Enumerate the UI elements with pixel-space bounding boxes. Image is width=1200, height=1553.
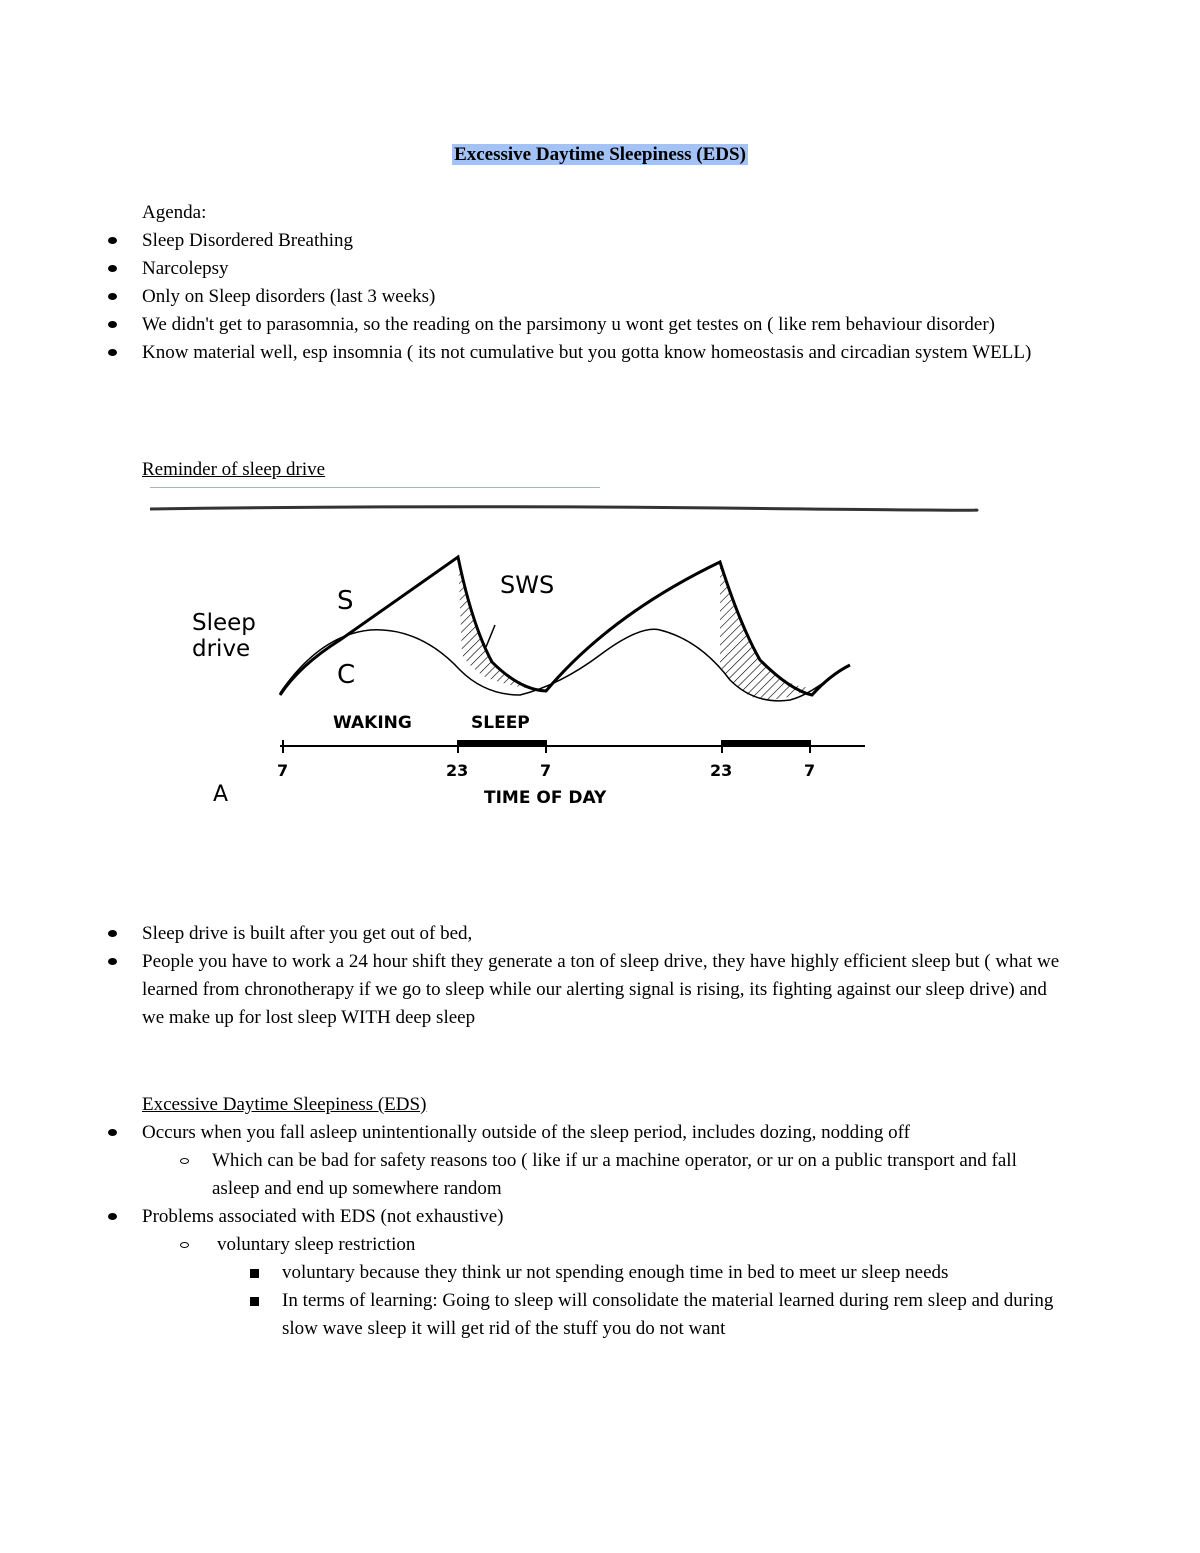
divider bbox=[150, 487, 600, 488]
y-label-line2: drive bbox=[192, 636, 251, 662]
page-title bbox=[0, 142, 1200, 168]
panel-label: A bbox=[213, 782, 229, 807]
section-heading-eds: Excessive Daytime Sleepiness (EDS) bbox=[142, 1094, 427, 1115]
square-bullet-icon bbox=[250, 1269, 259, 1278]
sleep-bar bbox=[722, 740, 810, 747]
title-highlight: Excessive Daytime Sleepiness (EDS) bbox=[454, 144, 746, 165]
bullet-icon bbox=[108, 237, 117, 244]
sws-hatch-2 bbox=[720, 562, 812, 699]
square-bullet-icon bbox=[250, 1297, 259, 1306]
label-waking: WAKING bbox=[333, 713, 412, 733]
bullet-icon bbox=[108, 1213, 117, 1220]
list-item: Narcolepsy bbox=[142, 255, 1062, 283]
list-item: In terms of learning: Going to sleep will consolidate the material learned during rem sleep and during slow wave sleep it will get rid of the stuff you do not want bbox=[142, 1287, 1062, 1343]
bullet-icon bbox=[108, 321, 117, 328]
label-sws: SWS bbox=[500, 571, 555, 599]
tick-label: 7 bbox=[804, 761, 816, 780]
list-item: Know material well, esp insomnia ( its not cumulative but you gotta know homeostasis and circadian system WELL) bbox=[142, 339, 1062, 367]
list-item: Sleep drive is built after you get out of bed, bbox=[142, 920, 1062, 948]
agenda-label: Agenda: bbox=[142, 202, 207, 223]
label-c: C bbox=[337, 660, 356, 690]
tick-label: 7 bbox=[277, 761, 289, 780]
list-item: People you have to work a 24 hour shift they generate a ton of sleep drive, they have highly efficient sleep but ( what we learned from chronotherapy if we go to sleep while our alerting signal is rising, its fighting against our sleep drive) and we make up for lost sleep WITH deep sleep bbox=[142, 948, 1062, 1032]
list-item: We didn't get to parasomnia, so the reading on the parsimony u wont get testes on ( like rem behaviour disorder) bbox=[142, 311, 1062, 339]
sleep-drive-list bbox=[142, 920, 1062, 1032]
x-axis-title: TIME OF DAY bbox=[484, 788, 607, 808]
label-sleep: SLEEP bbox=[471, 713, 530, 733]
eds-list bbox=[142, 1119, 1062, 1343]
sws-arrow bbox=[486, 625, 495, 647]
y-label-line1: Sleep bbox=[192, 610, 256, 636]
bullet-icon bbox=[108, 265, 117, 272]
list-item: voluntary sleep restriction bbox=[142, 1231, 1062, 1259]
tick-label: 23 bbox=[446, 761, 469, 780]
bullet-icon bbox=[108, 1129, 117, 1136]
circle-bullet-icon bbox=[180, 1242, 189, 1248]
scan-line bbox=[150, 507, 977, 511]
list-item: Which can be bad for safety reasons too ( like if ur a machine operator, or ur on a public transport and fall asleep and end up somewhere random bbox=[142, 1147, 1062, 1203]
list-item: Only on Sleep disorders (last 3 weeks) bbox=[142, 283, 1062, 311]
agenda-list bbox=[142, 227, 1062, 367]
tick-label: 7 bbox=[540, 761, 552, 780]
circle-bullet-icon bbox=[180, 1158, 189, 1164]
list-item: voluntary because they think ur not spending enough time in bed to meet ur sleep needs bbox=[142, 1259, 1062, 1287]
list-item: Sleep Disordered Breathing bbox=[142, 227, 1062, 255]
sleep-drive-figure bbox=[140, 495, 980, 815]
bullet-icon bbox=[108, 958, 117, 965]
list-item: Occurs when you fall asleep unintentionally outside of the sleep period, includes dozing, nodding off bbox=[142, 1119, 1062, 1147]
sleep-bar bbox=[458, 740, 546, 747]
list-item: Problems associated with EDS (not exhaustive) bbox=[142, 1203, 1062, 1231]
bullet-icon bbox=[108, 930, 117, 937]
section-heading-sleep-drive: Reminder of sleep drive bbox=[142, 459, 326, 480]
bullet-icon bbox=[108, 293, 117, 300]
tick-label: 23 bbox=[710, 761, 733, 780]
label-s: S bbox=[337, 586, 354, 616]
bullet-icon bbox=[108, 349, 117, 356]
